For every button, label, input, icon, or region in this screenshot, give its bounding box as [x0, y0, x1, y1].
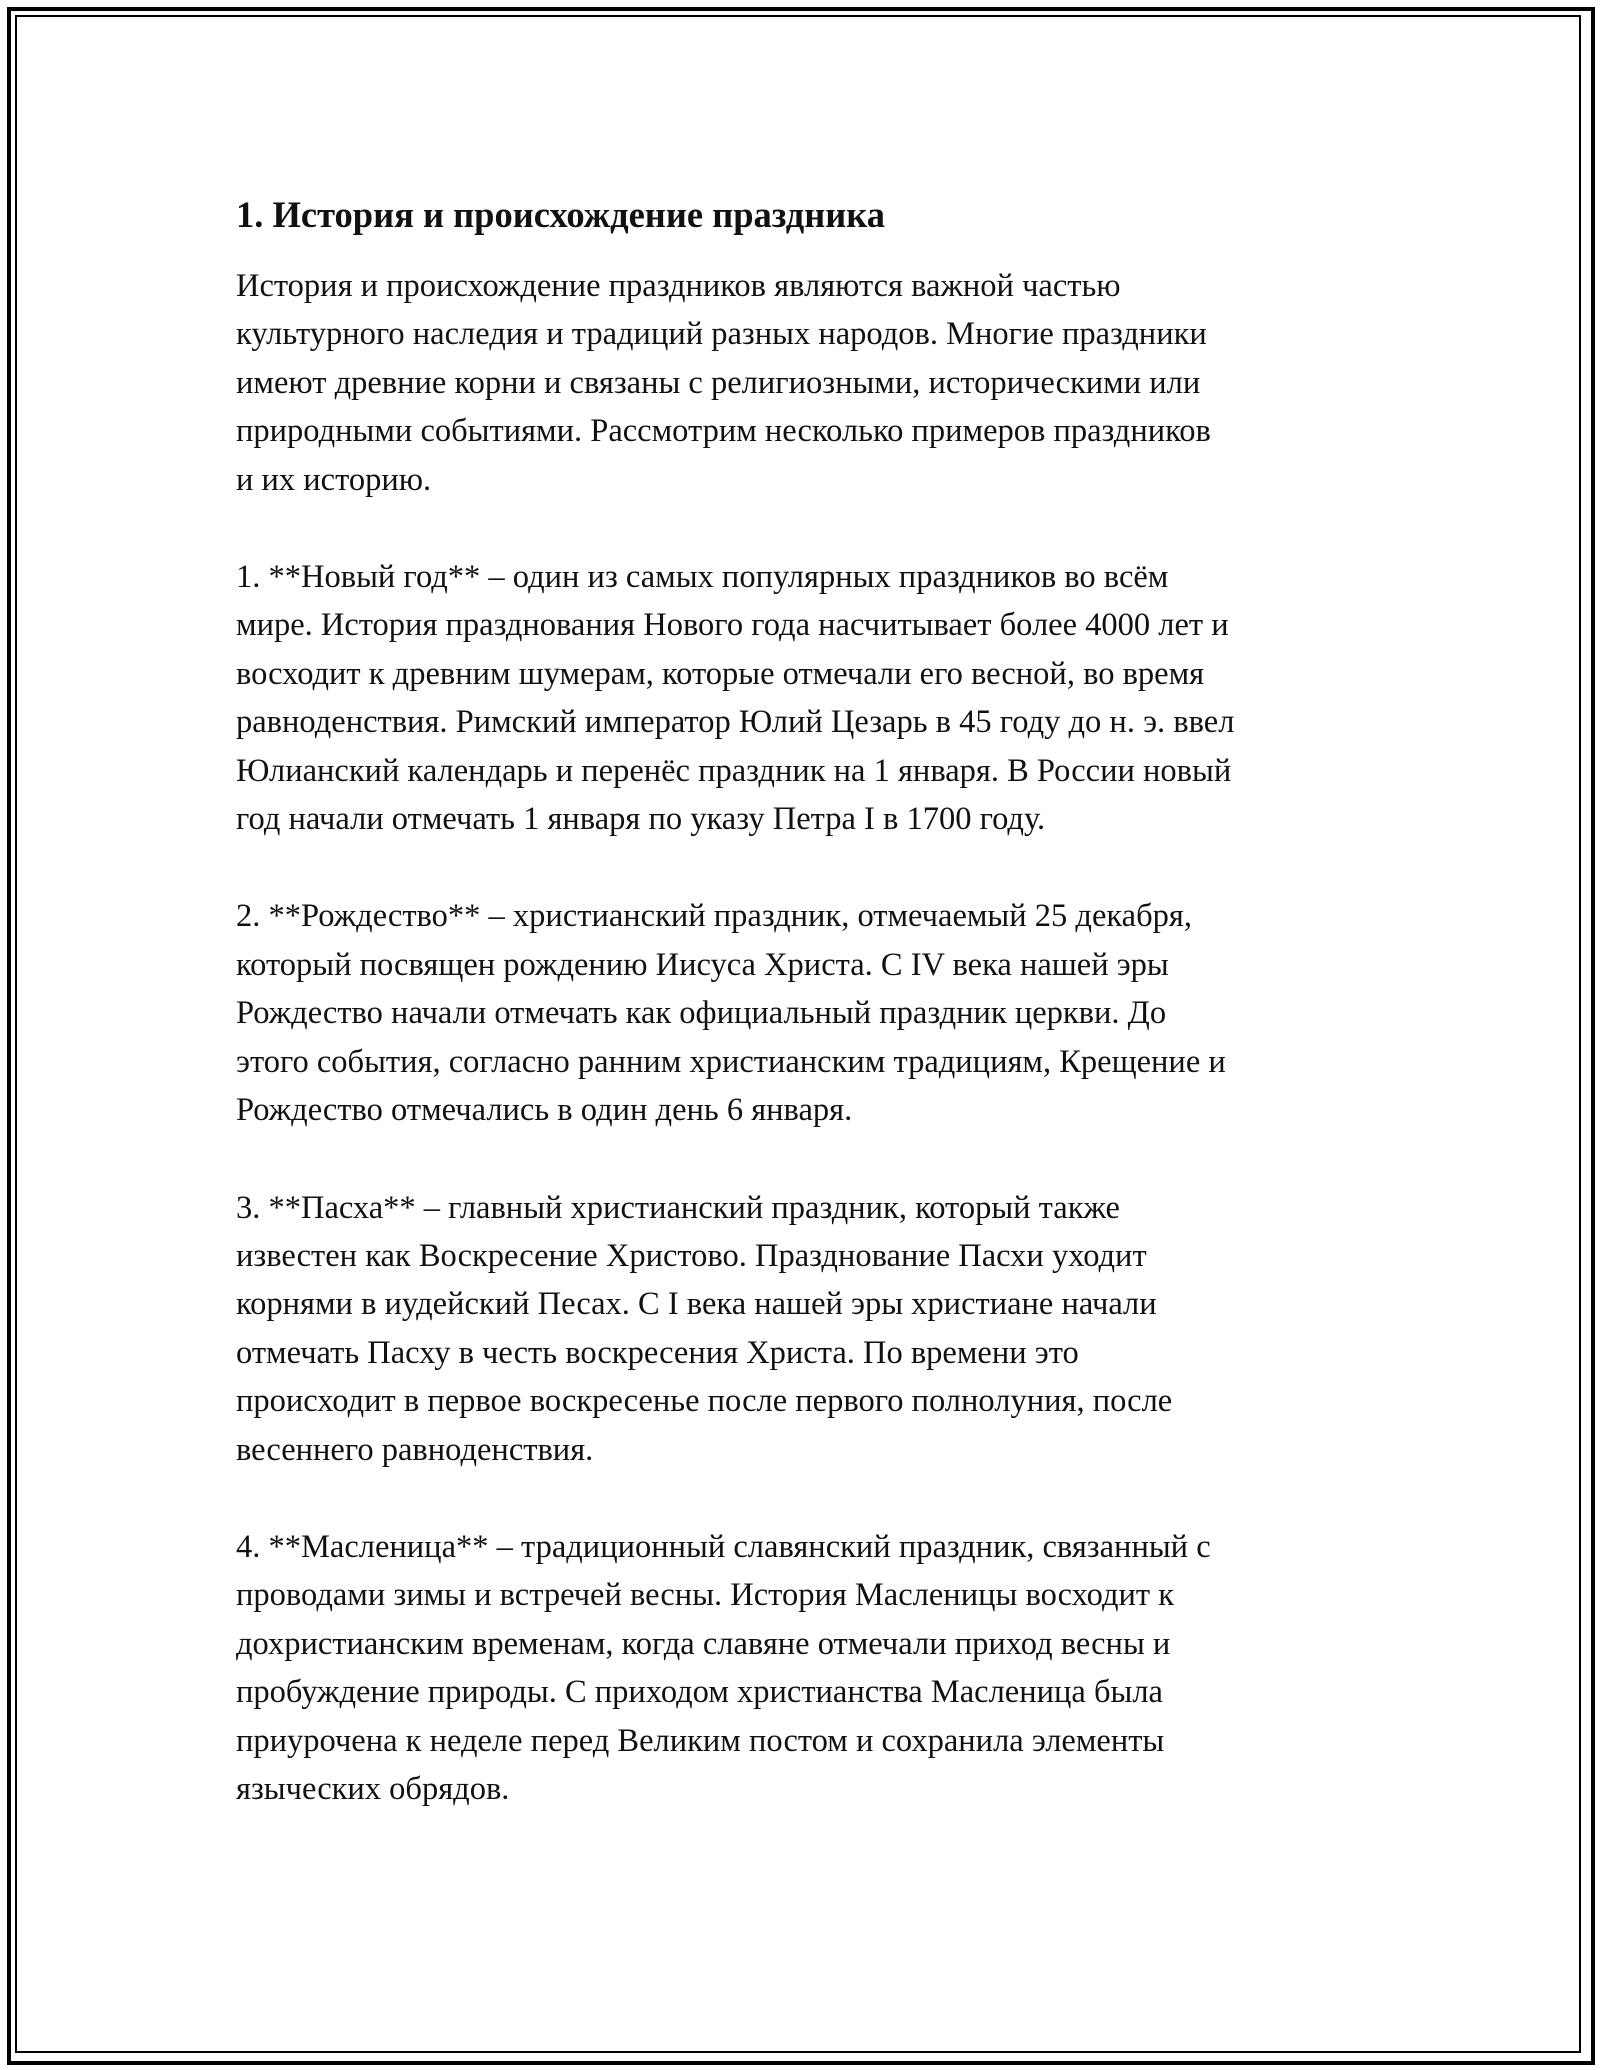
text-line: языческих обрядов.	[236, 1770, 510, 1807]
text-line: этого события, согласно ранним христианским традициям, Крещение и	[236, 1043, 1226, 1080]
paragraph-intro	[236, 262, 1386, 504]
text-line: История и происхождение праздников являются важной частью	[236, 268, 1121, 304]
text-line: равноденствия. Римский император Юлий Цезарь в 45 году до н. э. ввел	[236, 704, 1235, 741]
section-heading: 1. История и происхождение праздника	[236, 194, 886, 235]
text-line: отмечать Пасху в честь воскресения Христа. По времени это	[236, 1334, 1079, 1371]
text-line: имеют древние корни и связаны с религиозными, историческими или	[236, 364, 1201, 401]
text-line: год начали отмечать 1 января по указу Петра I в 1700 году.	[236, 801, 1046, 838]
text-line: 3. **Пасха** – главный христианский праздник, который также	[236, 1189, 1120, 1226]
text-line: культурного наследия и традиций разных народов. Многие праздники	[236, 316, 1207, 353]
text-line: Рождество отмечались в один день 6 января.	[236, 1092, 853, 1129]
paragraph-christmas	[236, 892, 1386, 1134]
text-line: корнями в иудейский Песах. С I века нашей эры христиане начали	[236, 1286, 1157, 1323]
text-line: и их историю.	[236, 461, 432, 498]
text-line: 1. **Новый год** – один из самых популярных праздников во всём	[236, 559, 1169, 596]
text-line: проводами зимы и встречей весны. История Масленицы восходит к	[236, 1577, 1174, 1614]
text-line: природными событиями. Рассмотрим несколько примеров праздников	[236, 413, 1211, 450]
text-line: происходит в первое воскресенье после первого полнолуния, после	[236, 1383, 1173, 1420]
paragraph-new-year	[236, 553, 1386, 843]
text-line: пробуждение природы. С приходом христианства Масленица была	[236, 1674, 1163, 1711]
text-line: 4. **Масленица** – традиционный славянский праздник, связанный с	[236, 1528, 1211, 1565]
text-line: Юлианский календарь и перенёс праздник на 1 января. В России новый	[236, 752, 1232, 789]
text-line: который посвящен рождению Иисуса Христа. С IV века нашей эры	[236, 946, 1169, 983]
text-line: восходит к древним шумерам, которые отмечали его весной, во время	[236, 655, 1205, 692]
text-line: весеннего равноденствия.	[236, 1431, 594, 1468]
text-line: дохристианским временам, когда славяне отмечали приход весны и	[236, 1625, 1171, 1662]
text-line: мире. История празднования Нового года насчитывает более 4000 лет и	[236, 607, 1229, 644]
text-line: 2. **Рождество** – христианский праздник, отмечаемый 25 декабря,	[236, 898, 1192, 935]
paragraph-easter	[236, 1184, 1386, 1474]
document-body	[236, 186, 1386, 1813]
paragraph-maslenitsa	[236, 1523, 1386, 1813]
text-line: приурочена к неделе перед Великим постом и сохранила элементы	[236, 1722, 1165, 1759]
text-line: известен как Воскресение Христово. Празднование Пасхи уходит	[236, 1237, 1147, 1274]
text-line: Рождество начали отмечать как официальный праздник церкви. До	[236, 995, 1167, 1032]
